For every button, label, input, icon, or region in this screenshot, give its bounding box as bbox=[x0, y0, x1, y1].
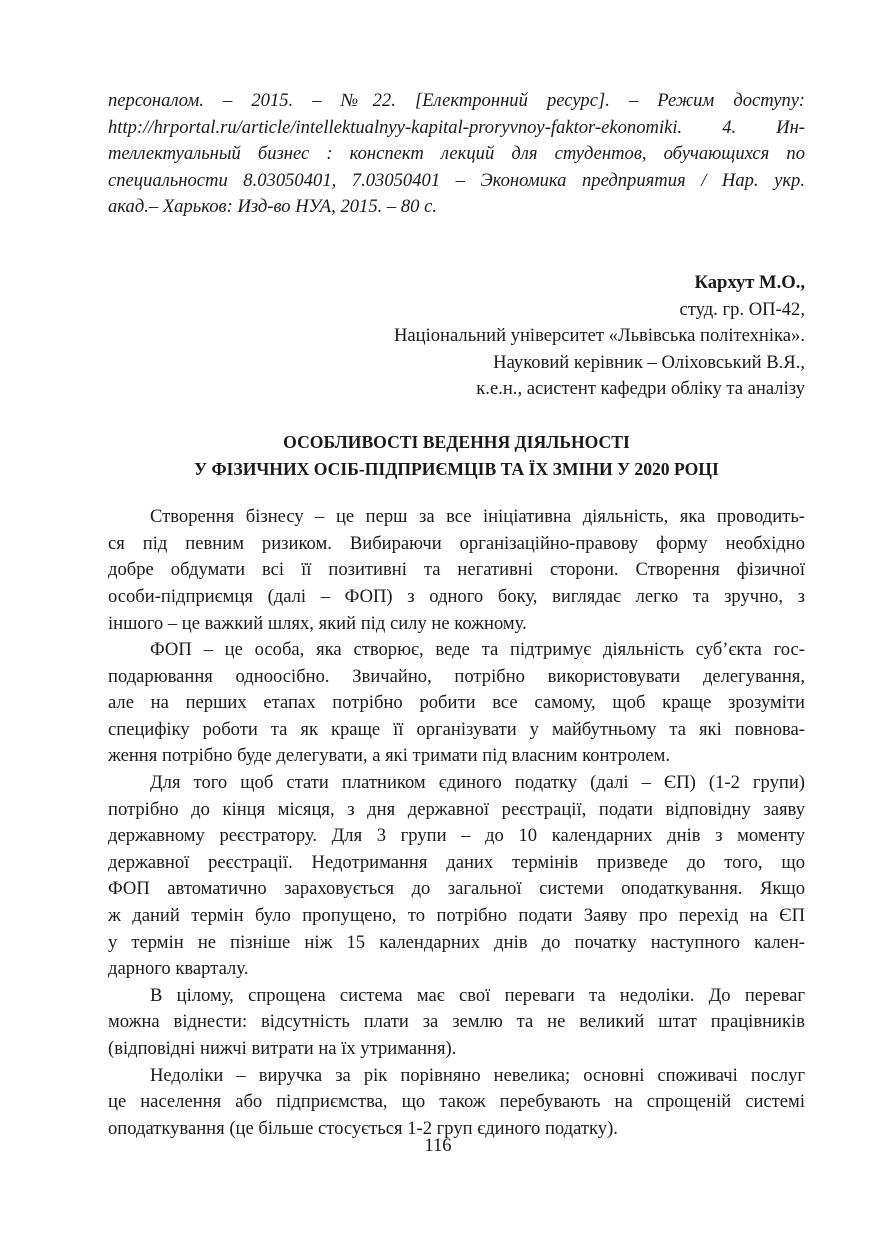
paragraph-line: ФОП – це особа, яка створює, веде та підтримує діяльність суб’єкта гос- bbox=[150, 639, 805, 661]
article-title bbox=[108, 429, 805, 482]
paragraph-line: особи-підприємця (далі – ФОП) з одного боку, виглядає легко та зручно, з bbox=[108, 585, 805, 607]
author-university: Національний університет «Львівська політехніка». bbox=[393, 325, 805, 347]
paragraph-line: добре обдумати всі її позитивні та негативні сторони. Створення фізичної bbox=[108, 559, 805, 581]
paragraph-line: державної реєстрації. Недотримання даних термінів призведе до того, що bbox=[108, 851, 805, 873]
reference-line: персоналом. – 2015. – №22. [Електронний ресурс]. – Режим доступу: bbox=[108, 90, 805, 111]
paragraph-line: Створення бізнесу – це перш за все ініціативна діяльність, яка проводить- bbox=[150, 506, 805, 528]
paragraph-line: ся під певним ризиком. Вибираючи організаційно-правову форму необхідно bbox=[108, 532, 805, 554]
author-advisor: Науковий керівник – Оліховський В.Я., bbox=[493, 351, 805, 373]
paragraph-line: Недоліки – виручка за рік порівняно невелика; основні споживачі послуг bbox=[150, 1064, 805, 1086]
reference-continuation bbox=[108, 88, 805, 221]
author-advisor-title: к.е.н., асистент кафедри обліку та аналізу bbox=[476, 378, 805, 400]
article-title-line: У ФІЗИЧНИХ ОСІБ-ПІДПРИЄМЦІВ ТА ЇХ ЗМІНИ У 2020 РОЦІ bbox=[194, 458, 719, 479]
paragraph-line: ж даний термін було пропущено, то потрібно подати Заяву про перехід на ЄП bbox=[108, 905, 805, 927]
paragraph bbox=[108, 770, 805, 983]
paragraph-line: оподаткування (це більше стосується 1-2 груп єдиного податку). bbox=[108, 1117, 618, 1139]
reference-line: специальности 8.03050401, 7.03050401 – Экономика предприятия / Нар. укр. bbox=[108, 169, 805, 191]
author-group: студ. гр. ОП-42, bbox=[679, 298, 805, 320]
paragraph-line: (відповідні нижчі витрати на їх утримання). bbox=[108, 1038, 457, 1059]
paragraph-line: у термін не пізніше ніж 15 календарних днів до початку наступного кален- bbox=[108, 931, 805, 953]
article-title-line: ОСОБЛИВОСТІ ВЕДЕННЯ ДІЯЛЬНОСТІ bbox=[283, 431, 630, 452]
page-content bbox=[108, 88, 805, 1142]
paragraph-line: дарного кварталу. bbox=[108, 958, 249, 980]
reference-line: акад.– Харьков: Изд-во НУА, 2015. – 80 с. bbox=[108, 196, 438, 218]
paragraph-line: можна віднести: відсутність плати за землю та не великий штат працівників bbox=[108, 1011, 805, 1033]
paragraph-line: іншого – це важкий шлях, який під силу не кожному. bbox=[108, 612, 527, 634]
page-number: 116 bbox=[424, 1135, 452, 1156]
paragraph-line: В цілому, спрощена система має свої переваги та недоліки. До переваг bbox=[150, 984, 805, 1006]
paragraph-line: специфіку роботи та як краще її організувати у майбутньому та які повнова- bbox=[108, 718, 805, 740]
paragraph-line: державному реєстратору. Для 3 групи – до 10 календарних днів з моменту bbox=[108, 825, 805, 847]
author-name: Кархут М.О., bbox=[694, 271, 805, 293]
paragraph bbox=[108, 637, 805, 770]
reference-line: http://hrportal.ru/article/intellektualnyy-kapital-proryvnoy-faktor-ekonomiki. 4. Ин- bbox=[108, 116, 805, 138]
paragraph-line: потрібно до кінця місяця, з дня державної реєстрації, подати відповідну заяву bbox=[108, 798, 805, 820]
paragraph-line: це населення або підприємства, що також перебувають на спрощеній системі bbox=[108, 1091, 805, 1113]
reference-line: теллектуальный бизнес : конспект лекций для студентов, обучающихся по bbox=[108, 143, 805, 165]
paragraph bbox=[108, 1063, 805, 1143]
paragraph-line: але на перших етапах потрібно робити все самому, щоб краще зрозуміти bbox=[108, 692, 805, 714]
paragraph-line: ження потрібно буде делегувати, а які тримати під власним контролем. bbox=[108, 745, 671, 767]
paragraph-line: ФОП автоматично зараховується до загальної системи оподаткування. Якщо bbox=[108, 878, 805, 900]
paragraph-line: Для того щоб стати платником єдиного податку (далі – ЄП) (1-2 групи) bbox=[150, 772, 805, 794]
article-body bbox=[108, 504, 805, 1142]
author-block bbox=[108, 270, 805, 403]
paragraph-line: подарювання одноосібно. Звичайно, потрібно використовувати делегування, bbox=[108, 665, 805, 687]
paragraph bbox=[108, 983, 805, 1063]
paragraph bbox=[108, 504, 805, 637]
